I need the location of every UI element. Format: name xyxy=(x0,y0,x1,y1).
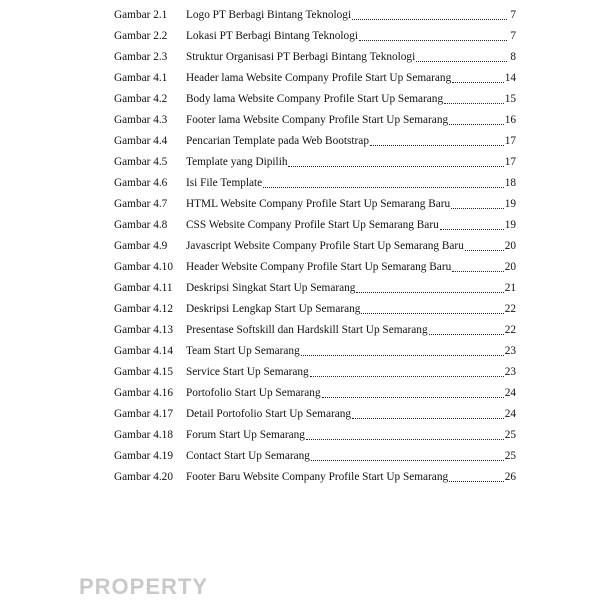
toc-entry xyxy=(114,5,516,26)
toc-entry xyxy=(114,425,516,446)
toc-entry xyxy=(114,341,516,362)
figure-title: Forum Start Up Semarang xyxy=(186,429,305,441)
page-number: 20 xyxy=(504,261,516,273)
figure-number: Gambar 2.3 xyxy=(114,51,168,63)
figure-title: Lokasi PT Berbagi Bintang Teknologi xyxy=(186,30,358,42)
figure-number: Gambar 4.1 xyxy=(114,72,168,84)
toc-entry xyxy=(114,215,516,236)
page-number: 19 xyxy=(504,219,516,231)
toc-entry xyxy=(114,404,516,425)
figure-title: Team Start Up Semarang xyxy=(186,345,300,357)
dot-leader xyxy=(311,448,504,461)
figure-number: Gambar 4.19 xyxy=(114,450,173,462)
dot-leader xyxy=(444,91,504,104)
page-number: 19 xyxy=(504,198,516,210)
page-number: 22 xyxy=(504,303,516,315)
dot-leader xyxy=(416,49,507,62)
dot-leader xyxy=(263,175,504,188)
page-number: 20 xyxy=(504,240,516,252)
toc-entry xyxy=(114,194,516,215)
figure-title: Deskripsi Singkat Start Up Semarang xyxy=(186,282,356,294)
toc-entry xyxy=(114,89,516,110)
toc-entry xyxy=(114,446,516,467)
figure-number: Gambar 4.4 xyxy=(114,135,168,147)
dot-leader xyxy=(440,217,504,230)
page-number: 7 xyxy=(510,30,516,42)
figure-title: Javascript Website Company Profile Start Up Semarang Baru xyxy=(186,240,464,252)
page-number: 18 xyxy=(504,177,516,189)
figure-title: Service Start Up Semarang xyxy=(186,366,309,378)
page-number: 17 xyxy=(504,135,516,147)
figure-number: Gambar 4.6 xyxy=(114,177,168,189)
dot-leader xyxy=(306,427,504,440)
figure-title: CSS Website Company Profile Start Up Semarang Baru xyxy=(186,219,439,231)
dot-leader xyxy=(322,385,504,398)
toc-entry xyxy=(114,236,516,257)
toc-entry xyxy=(114,173,516,194)
toc-entry xyxy=(114,362,516,383)
dot-leader xyxy=(352,406,504,419)
figure-title: Presentase Softskill dan Hardskill Start Up Semarang xyxy=(186,324,428,336)
page-number: 14 xyxy=(504,72,516,84)
figure-title: Footer lama Website Company Profile Start Up Semarang xyxy=(186,114,449,126)
dot-leader xyxy=(449,469,504,482)
page-number: 24 xyxy=(504,387,516,399)
page-number: 25 xyxy=(504,429,516,441)
figure-number: Gambar 4.10 xyxy=(114,261,173,273)
toc-entry xyxy=(114,383,516,404)
page-number: 16 xyxy=(504,114,516,126)
figure-number: Gambar 4.12 xyxy=(114,303,173,315)
page-number: 15 xyxy=(504,93,516,105)
toc-entry xyxy=(114,467,516,488)
dot-leader xyxy=(449,112,504,125)
page-number: 25 xyxy=(504,450,516,462)
figure-number: Gambar 4.7 xyxy=(114,198,168,210)
page-number: 17 xyxy=(504,156,516,168)
figure-number: Gambar 4.8 xyxy=(114,219,168,231)
figure-title: HTML Website Company Profile Start Up Semarang Baru xyxy=(186,198,451,210)
toc-entry xyxy=(114,26,516,47)
toc-entry xyxy=(114,320,516,341)
figure-number: Gambar 4.13 xyxy=(114,324,173,336)
figure-number: Gambar 4.3 xyxy=(114,114,168,126)
page-number: 22 xyxy=(504,324,516,336)
figure-title: Contact Start Up Semarang xyxy=(186,450,310,462)
page-number: 21 xyxy=(504,282,516,294)
figure-number: Gambar 4.18 xyxy=(114,429,173,441)
dot-leader xyxy=(301,343,504,356)
toc-entry xyxy=(114,68,516,89)
toc-entry xyxy=(114,278,516,299)
dot-leader xyxy=(429,322,504,335)
dot-leader xyxy=(451,196,503,209)
figure-title: Template yang Dipilih xyxy=(186,156,288,168)
page-number: 24 xyxy=(504,408,516,420)
dot-leader xyxy=(465,238,504,251)
figure-title: Body lama Website Company Profile Start Up Semarang xyxy=(186,93,444,105)
toc-entry xyxy=(114,110,516,131)
figure-number: Gambar 4.15 xyxy=(114,366,173,378)
dot-leader xyxy=(288,154,503,167)
dot-leader xyxy=(361,301,503,314)
watermark-text: PROPERTY xyxy=(79,574,209,599)
page-number: 7 xyxy=(510,9,516,21)
page-number: 23 xyxy=(504,345,516,357)
figure-number: Gambar 4.9 xyxy=(114,240,168,252)
figure-title: Pencarian Template pada Web Bootstrap xyxy=(186,135,369,147)
figure-number: Gambar 4.11 xyxy=(114,282,173,294)
figure-title: Header lama Website Company Profile Start Up Semarang xyxy=(186,72,452,84)
dot-leader xyxy=(452,259,503,272)
page-number: 26 xyxy=(504,471,516,483)
dot-leader xyxy=(359,28,507,41)
figure-title: Detail Portofolio Start Up Semarang xyxy=(186,408,352,420)
figure-number: Gambar 4.2 xyxy=(114,93,168,105)
dot-leader xyxy=(370,133,504,146)
figure-number: Gambar 4.17 xyxy=(114,408,173,420)
toc-entry xyxy=(114,47,516,68)
toc-entry xyxy=(114,131,516,152)
dot-leader xyxy=(356,280,503,293)
page-number: 8 xyxy=(510,51,516,63)
dot-leader xyxy=(310,364,504,377)
figure-title: Header Website Company Profile Start Up Semarang Baru xyxy=(186,261,452,273)
figure-title: Deskripsi Lengkap Start Up Semarang xyxy=(186,303,361,315)
dot-leader xyxy=(452,70,503,83)
figure-title: Footer Baru Website Company Profile Start Up Semarang xyxy=(186,471,449,483)
dot-leader xyxy=(352,7,507,20)
figure-title: Isi File Template xyxy=(186,177,263,189)
figure-title: Logo PT Berbagi Bintang Teknologi xyxy=(186,9,352,21)
toc-entry xyxy=(114,299,516,320)
figure-number: Gambar 4.20 xyxy=(114,471,173,483)
figure-number: Gambar 4.14 xyxy=(114,345,173,357)
page-number: 23 xyxy=(504,366,516,378)
figure-number: Gambar 4.5 xyxy=(114,156,168,168)
figure-title: Struktur Organisasi PT Berbagi Bintang Teknologi xyxy=(186,51,416,63)
figure-number: Gambar 4.16 xyxy=(114,387,173,399)
figure-number: Gambar 2.1 xyxy=(114,9,168,21)
toc-entry xyxy=(114,257,516,278)
list-of-figures xyxy=(114,5,516,488)
figure-title: Portofolio Start Up Semarang xyxy=(186,387,321,399)
figure-number: Gambar 2.2 xyxy=(114,30,168,42)
toc-entry xyxy=(114,152,516,173)
